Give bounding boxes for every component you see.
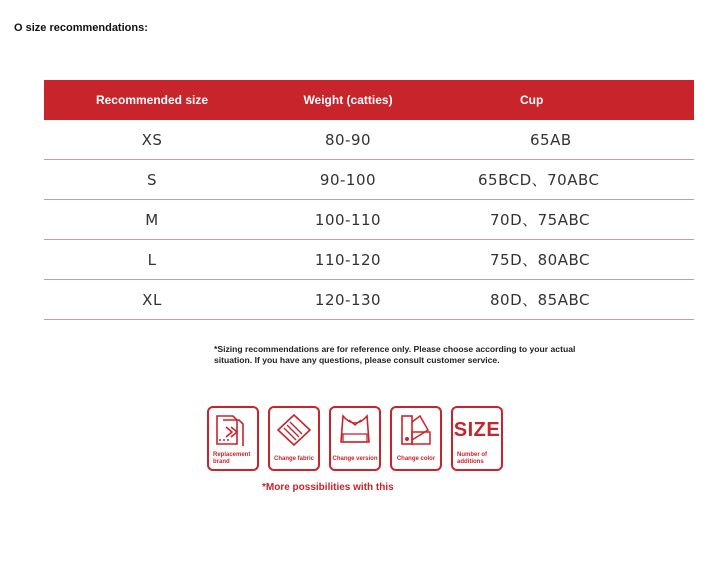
cell-size: M (145, 210, 159, 229)
color-swatch-icon (392, 411, 440, 449)
cell-weight: 120-130 (314, 290, 382, 309)
service-change-color (390, 406, 442, 471)
cell-cup: 70D、75ABC (490, 211, 590, 229)
table-header (44, 80, 694, 120)
table-row (44, 160, 694, 200)
page-heading: O size recommendations: (14, 22, 148, 34)
garment-version-icon (331, 411, 379, 449)
cell-size: XS (141, 130, 163, 149)
service-change-fabric (268, 406, 320, 471)
service-change-version (329, 406, 381, 471)
service-label: Change color (396, 456, 436, 462)
table-row (44, 240, 694, 280)
header-weight: Weight (catties) (303, 93, 393, 107)
size-icon-text: SIZE (453, 418, 501, 441)
cell-weight: 110-120 (314, 250, 382, 269)
cell-weight: 90-100 (319, 170, 377, 189)
service-label: Change fabric (273, 456, 314, 462)
cell-cup: 65AB (530, 130, 572, 149)
cell-cup: 75D、80ABC (490, 251, 590, 269)
cell-size: S (146, 170, 158, 189)
replacement-brand-icon (209, 411, 257, 449)
service-label: Change version (332, 456, 378, 462)
service-replacement-brand (207, 406, 259, 471)
table-row (44, 280, 694, 320)
cell-weight: 80-90 (324, 130, 372, 149)
cell-weight: 100-110 (314, 210, 382, 229)
cell-cup: 65BCD、70ABC (478, 171, 600, 189)
header-recommended-size: Recommended size (95, 93, 209, 107)
service-number-of-additions (451, 406, 503, 471)
size-table (44, 80, 694, 320)
cell-cup: 80D、85ABC (490, 291, 590, 309)
more-possibilities: *More possibilities with this (262, 482, 394, 493)
cell-size: XL (142, 290, 162, 309)
service-label: Number of additions (457, 452, 487, 465)
sizing-note: *Sizing recommendations are for reference only. Please choose according to your actual situation. If you have any questions, please consult customer service. (214, 344, 576, 365)
service-options (207, 406, 503, 471)
table-row (44, 200, 694, 240)
table-row (44, 120, 694, 160)
cell-size: L (147, 250, 157, 269)
header-cup: Cup (520, 93, 544, 107)
size-icon (453, 411, 501, 449)
fabric-icon (270, 411, 318, 449)
service-label: Replacement brand (213, 452, 251, 465)
